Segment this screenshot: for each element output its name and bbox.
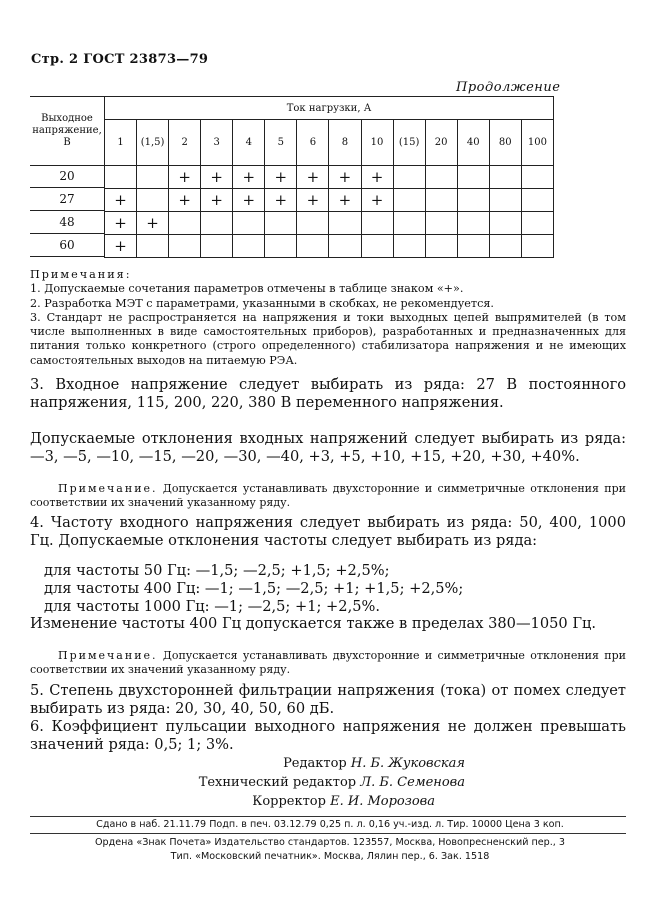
paragraph-3: 3. Входное напряжение следует выбирать из ряда: 27 В постоянного напряжения, 115, 200, 220, 380 В переменного напряжения. [30, 376, 626, 412]
row-header-cell [30, 96, 104, 166]
table-cell: + [265, 166, 297, 189]
imprint-line-1: Сдано в наб. 21.11.79 Подп. в печ. 03.12.79 0,25 п. л. 0,16 уч.-изд. л. Тир. 10000 Цена 3 коп. [96, 819, 564, 830]
column-header: 6 [297, 120, 329, 166]
table-cell: + [361, 166, 393, 189]
note-text: Допускается устанавливать двухсторонние и симметричные отклонения при соответствии их значений указанному ряду. [30, 649, 626, 676]
voltage-cell: 27 [30, 188, 104, 211]
note-text: Допускается устанавливать двухсторонние и симметричные отклонения при соответствии их значений указанному ряду. [30, 482, 626, 509]
credits-block [195, 754, 465, 811]
table-cell [393, 189, 425, 212]
frequency-lines [44, 562, 604, 617]
table-cell: + [329, 189, 361, 212]
column-header: 2 [169, 120, 201, 166]
column-header: 1 [105, 120, 137, 166]
table-cell: + [169, 166, 201, 189]
note-label: Примечание. [58, 649, 158, 662]
table-cell [297, 235, 329, 258]
paragraph-3b: Допускаемые отклонения входных напряжений следует выбирать из ряда: —3, —5, —10, —15, —20, —30, —40, +3, +5, +10, +15, +20, +30, +40%. [30, 430, 626, 466]
table-cell [329, 212, 361, 235]
table-cell [393, 235, 425, 258]
frequency-line: для частоты 400 Гц: —1; —1,5; —2,5; +1; +1,5; +2,5%; [44, 580, 464, 598]
table-cell: + [297, 166, 329, 189]
page-header: Стр. 2 ГОСТ 23873—79 [31, 52, 209, 67]
imprint-line-2: Ордена «Знак Почета» Издательство стандартов. 123557, Москва, Новопресненский пер., 3 [94, 837, 566, 848]
table-cell [489, 212, 521, 235]
note-3: 3. Стандарт не распространяется на напряжения и токи выходных цепей выпрямителей (в том числе выполненных в виде самостоятельных приборов), разработанных и предназначенных для питания только конкретного (строго определенного) стабилизатора напряжения и не имеющих самостоятельных выходов на питаемую РЭА. [30, 310, 626, 367]
voltage-cell: 20 [30, 165, 104, 188]
table-cell [329, 235, 361, 258]
column-header: 80 [489, 120, 521, 166]
table-cell [265, 235, 297, 258]
table-cell [521, 212, 553, 235]
notes-block [30, 268, 626, 368]
table-cell: + [361, 189, 393, 212]
notes-title: Примечания: [30, 268, 132, 281]
table-cell [489, 166, 521, 189]
table-cell [425, 212, 457, 235]
table-cell: + [105, 212, 137, 235]
table-cell: + [329, 166, 361, 189]
paragraph-5: 5. Степень двухсторонней фильтрации напряжения (тока) от помех следует выбирать из ряда: 20, 30, 40, 50, 60 дБ. [30, 682, 626, 718]
table-cell [265, 212, 297, 235]
row-header-line: В [63, 137, 71, 148]
table-cell: + [233, 166, 265, 189]
load-current-header: Ток нагрузки, А [105, 97, 554, 120]
column-header: 5 [265, 120, 297, 166]
column-header: (1,5) [137, 120, 169, 166]
continuation-label: Продолжение [456, 80, 561, 95]
column-header: 10 [361, 120, 393, 166]
table-cell [361, 212, 393, 235]
table-cell [457, 212, 489, 235]
table-cell [201, 235, 233, 258]
table-row [105, 235, 554, 258]
row-header-line: Выходное [41, 113, 93, 124]
table-cell [425, 189, 457, 212]
table-cell [169, 235, 201, 258]
table-cell [425, 235, 457, 258]
frequency-line: для частоты 50 Гц: —1,5; —2,5; +1,5; +2,5%; [44, 562, 390, 579]
note-after-4 [30, 649, 626, 676]
divider [30, 833, 626, 834]
note-after-3 [30, 482, 626, 509]
table-cell [521, 189, 553, 212]
voltage-cell: 60 [30, 234, 104, 257]
paragraph-6: 6. Коэффициент пульсации выходного напряжения не должен превышать значений ряда: 0,5; 1; 3%. [30, 718, 626, 754]
table-cell [137, 235, 169, 258]
table-cell: + [297, 189, 329, 212]
table-cell: + [105, 235, 137, 258]
table-cell [393, 212, 425, 235]
table-row [105, 212, 554, 235]
table-cell [361, 235, 393, 258]
column-header: 40 [457, 120, 489, 166]
table-cell: + [201, 166, 233, 189]
note-label: Примечание. [58, 482, 158, 495]
table-cell [457, 189, 489, 212]
table-cell [105, 166, 137, 189]
credit-corrector: Корректор Е. И. Морозова [252, 794, 435, 809]
imprint-line-3: Тип. «Московский печатник». Москва, Лялин пер., 6. Зак. 1518 [170, 851, 490, 862]
credit-tech-editor: Технический редактор Л. Б. Семенова [198, 775, 465, 790]
voltage-cell: 48 [30, 211, 104, 234]
column-header: 3 [201, 120, 233, 166]
credit-editor: Редактор Н. Б. Жуковская [283, 756, 465, 771]
table-cell [393, 166, 425, 189]
table-cell [489, 235, 521, 258]
table-cell [489, 189, 521, 212]
column-header: 8 [329, 120, 361, 166]
column-header: 100 [521, 120, 553, 166]
table-row [105, 166, 554, 189]
paragraph-4b: Изменение частоты 400 Гц допускается также в пределах 380—1050 Гц. [30, 615, 596, 632]
table-cell [169, 212, 201, 235]
table-cell [425, 166, 457, 189]
note-2: 2. Разработка МЭТ с параметрами, указанными в скобках, не рекомендуется. [30, 296, 494, 310]
table-cell [233, 235, 265, 258]
column-header: (15) [393, 120, 425, 166]
table-cell [457, 166, 489, 189]
row-header-line: напряжение, [32, 125, 102, 136]
divider [30, 816, 626, 817]
table-cell: + [233, 189, 265, 212]
table-cell [233, 212, 265, 235]
paragraph-4: 4. Частоту входного напряжения следует выбирать из ряда: 50, 400, 1000 Гц. Допускаемые отклонения частоты следует выбирать из ряда: [30, 514, 626, 550]
table-cell: + [169, 189, 201, 212]
table-row [105, 189, 554, 212]
column-header: 4 [233, 120, 265, 166]
table-cell [457, 235, 489, 258]
table-cell: + [137, 212, 169, 235]
parameters-table [104, 96, 554, 258]
table-cell [297, 212, 329, 235]
table-cell [201, 212, 233, 235]
table-cell [521, 235, 553, 258]
frequency-line: для частоты 1000 Гц: —1; —2,5; +1; +2,5%. [44, 598, 380, 616]
table-cell [137, 189, 169, 212]
table-cell: + [201, 189, 233, 212]
table-cell: + [105, 189, 137, 212]
table-cell: + [265, 189, 297, 212]
column-header: 20 [425, 120, 457, 166]
table-cell [521, 166, 553, 189]
table-cell [137, 166, 169, 189]
note-1: 1. Допускаемые сочетания параметров отмечены в таблице знаком «+». [30, 282, 464, 296]
